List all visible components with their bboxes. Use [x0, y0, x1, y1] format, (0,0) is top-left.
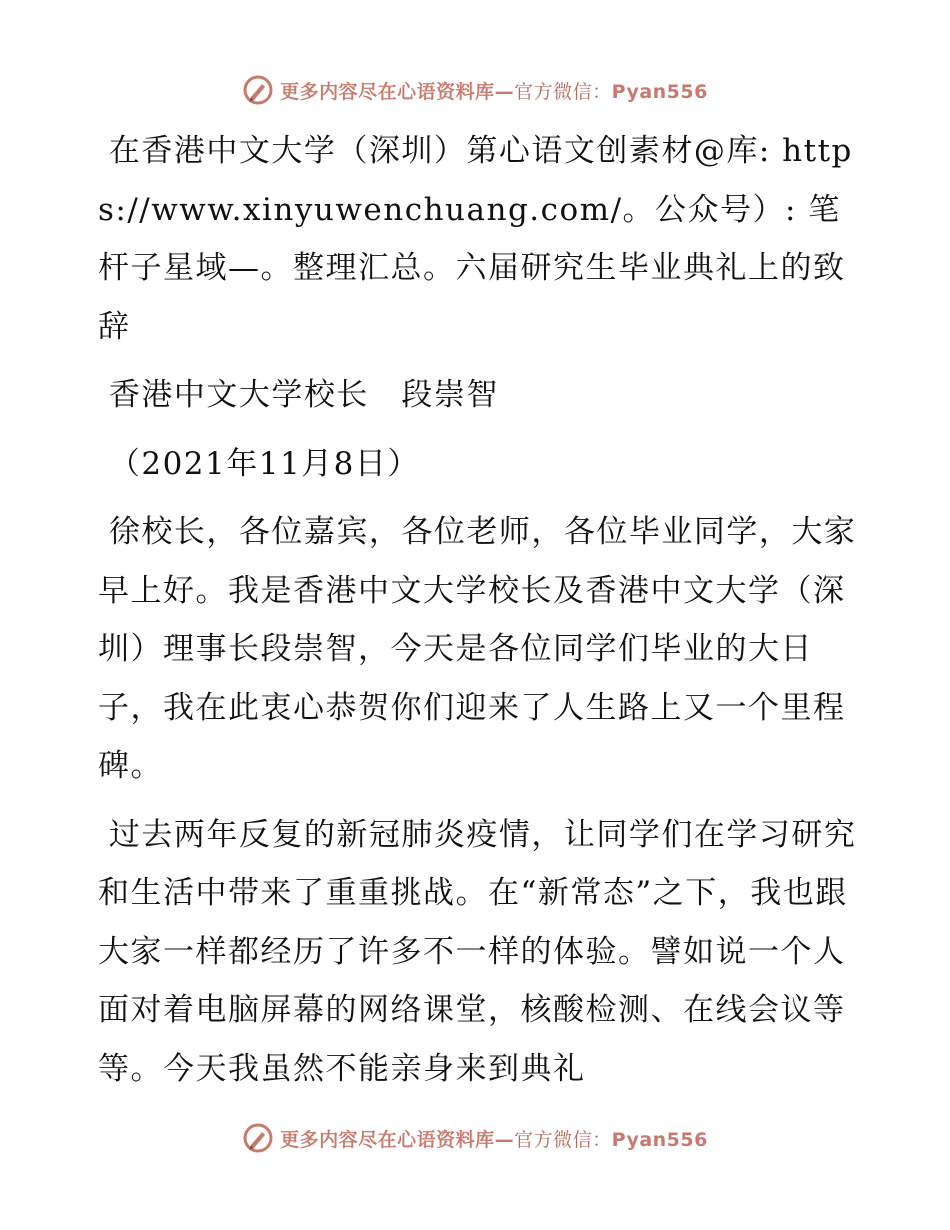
watermark-text: 更多内容尽在心语资料库—官方微信：Pyan556 [280, 1128, 708, 1151]
greeting-paragraph: 徐校长，各位嘉宾，各位老师，各位毕业同学，大家早上好。我是香港中文大学校长及香港中文大学（深圳）理事长段崇智，今天是各位同学们毕业的大日子，我在此衷心恭贺你们迎来了人生路上又一个里程碑。 [98, 514, 857, 784]
pen-logo-icon [242, 1122, 274, 1154]
header-watermark [0, 70, 950, 110]
pen-logo-icon [242, 74, 274, 106]
date-line: （2021年11月8日） [108, 445, 420, 482]
pandemic-paragraph: 过去两年反复的新冠肺炎疫情，让同学们在学习研究和生活中带来了重重挑战。在“新常态”之下，我也跟大家一样都经历了许多不一样的体验。譬如说一个人面对着电脑屏幕的网络课堂，核酸检测、在线会议等等。今天我虽然不能亲身来到典礼 [98, 816, 857, 1087]
footer-watermark [0, 1118, 950, 1158]
document-body [98, 122, 858, 1098]
author-line: 香港中文大学校长 段崇智 [108, 377, 499, 413]
watermark-text: 更多内容尽在心语资料库—官方微信：Pyan556 [280, 80, 708, 103]
intro-paragraph: 在香港中文大学（深圳）第心语文创素材@库: https://www.xinyuwenchuang.com/。公众号）: 笔杆子星域—。整理汇总。六届研究生毕业典礼上的致辞 [98, 133, 853, 345]
